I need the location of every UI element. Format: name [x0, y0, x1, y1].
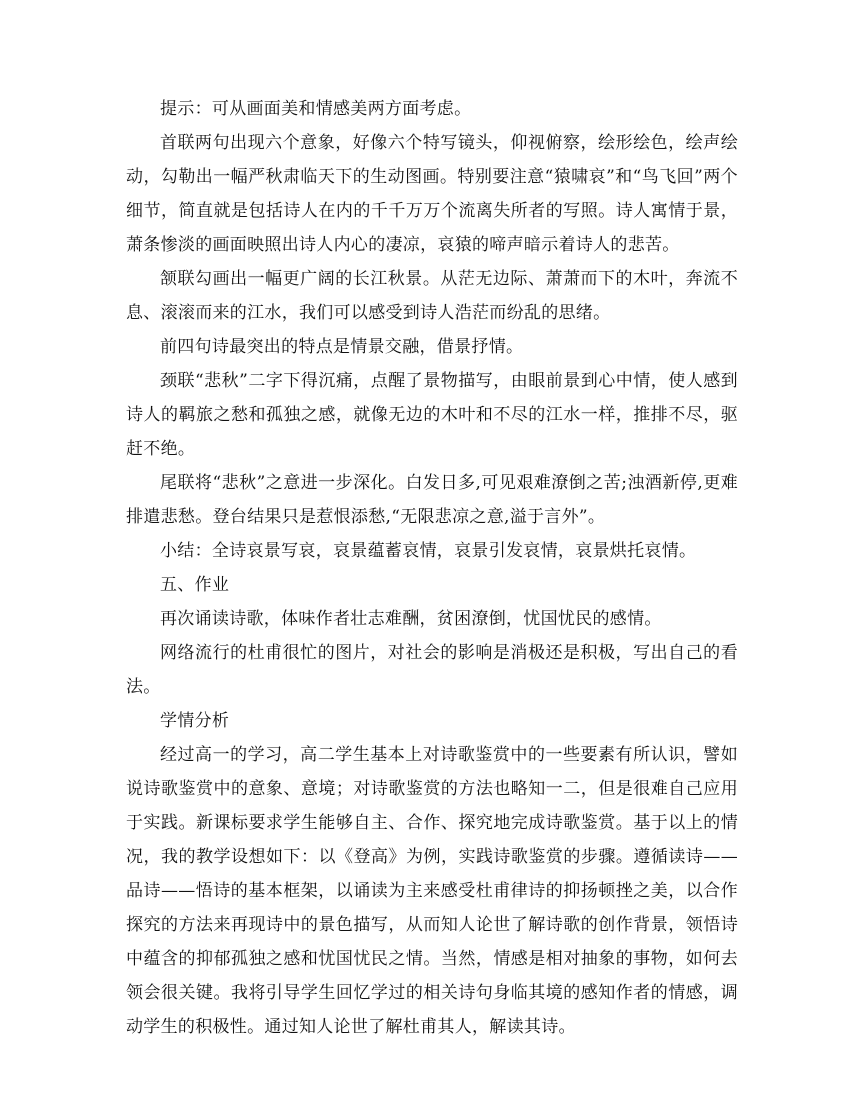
- document-body: [126, 92, 738, 1044]
- homework-item-1: 再次诵读诗歌，体味作者壮志难酬，贫困潦倒，忧国忧民的感情。: [160, 609, 662, 629]
- summary-paragraph: 小结：全诗哀景写哀，哀景蕴蓄哀情，哀景引发哀情，哀景烘托哀情。: [160, 541, 697, 561]
- first-couplet-paragraph: 首联两句出现六个意象，好像六个特写镜头，仰视俯察，绘形绘色，绘声绘动，勾勒出一幅严秋肃临天下的生动图画。特别要注意“猿啸哀”和“鸟飞回”两个细节，简直就是包括诗人在内的千千万万个流离失所者的写照。诗人寓情于景，萧条惨淡的画面映照出诗人内心的凄凉，哀猿的啼声暗示着诗人的悲苦。: [126, 133, 738, 255]
- homework-item-2: 网络流行的杜甫很忙的图片，对社会的影响是消极还是积极，写出自己的看法。: [126, 643, 738, 697]
- hint-paragraph: 提示：可从画面美和情感美两方面考虑。: [160, 99, 472, 119]
- analysis-heading: 学情分析: [160, 711, 230, 731]
- last-couplet-paragraph: 尾联将“悲秋”之意进一步深化。白发日多,可见艰难潦倒之苦;浊酒新停,更难排遣悲愁。登台结果只是惹恨添愁,“无限悲凉之意,溢于言外”。: [126, 473, 738, 527]
- homework-heading: 五、作业: [160, 575, 230, 595]
- analysis-paragraph: 经过高一的学习，高二学生基本上对诗歌鉴赏中的一些要素有所认识，譬如说诗歌鉴赏中的意象、意境；对诗歌鉴赏的方法也略知一二，但是很难自己应用于实践。新课标要求学生能够自主、合作、探究地完成诗歌鉴赏。基于以上的情况，我的教学设想如下：以《登高》为例，实践诗歌鉴赏的步骤。遵循读诗——品诗——悟诗的基本框架，以诵读为主来感受杜甫律诗的抑扬顿挫之美，以合作探究的方法来再现诗中的景色描写，从而知人论世了解诗歌的创作背景，领悟诗中蕴含的抑郁孤独之感和忧国忧民之情。当然，情感是相对抽象的事物，如何去领会很关键。我将引导学生回忆学过的相关诗句身临其境的感知作者的情感，调动学生的积极性。通过知人论世了解杜甫其人，解读其诗。: [126, 745, 738, 1037]
- second-couplet-paragraph: 颔联勾画出一幅更广阔的长江秋景。从茫无边际、萧萧而下的木叶，奔流不息、滚滚而来的江水，我们可以感受到诗人浩茫而纷乱的思绪。: [126, 269, 738, 323]
- third-couplet-paragraph: 颈联“悲秋”二字下得沉痛，点醒了景物描写，由眼前景到心中情，使人感到诗人的羁旅之愁和孤独之感，就像无边的木叶和不尽的江水一样，推排不尽，驱赶不绝。: [126, 371, 738, 459]
- first-four-lines-paragraph: 前四句诗最突出的特点是情景交融，借景抒情。: [160, 337, 524, 357]
